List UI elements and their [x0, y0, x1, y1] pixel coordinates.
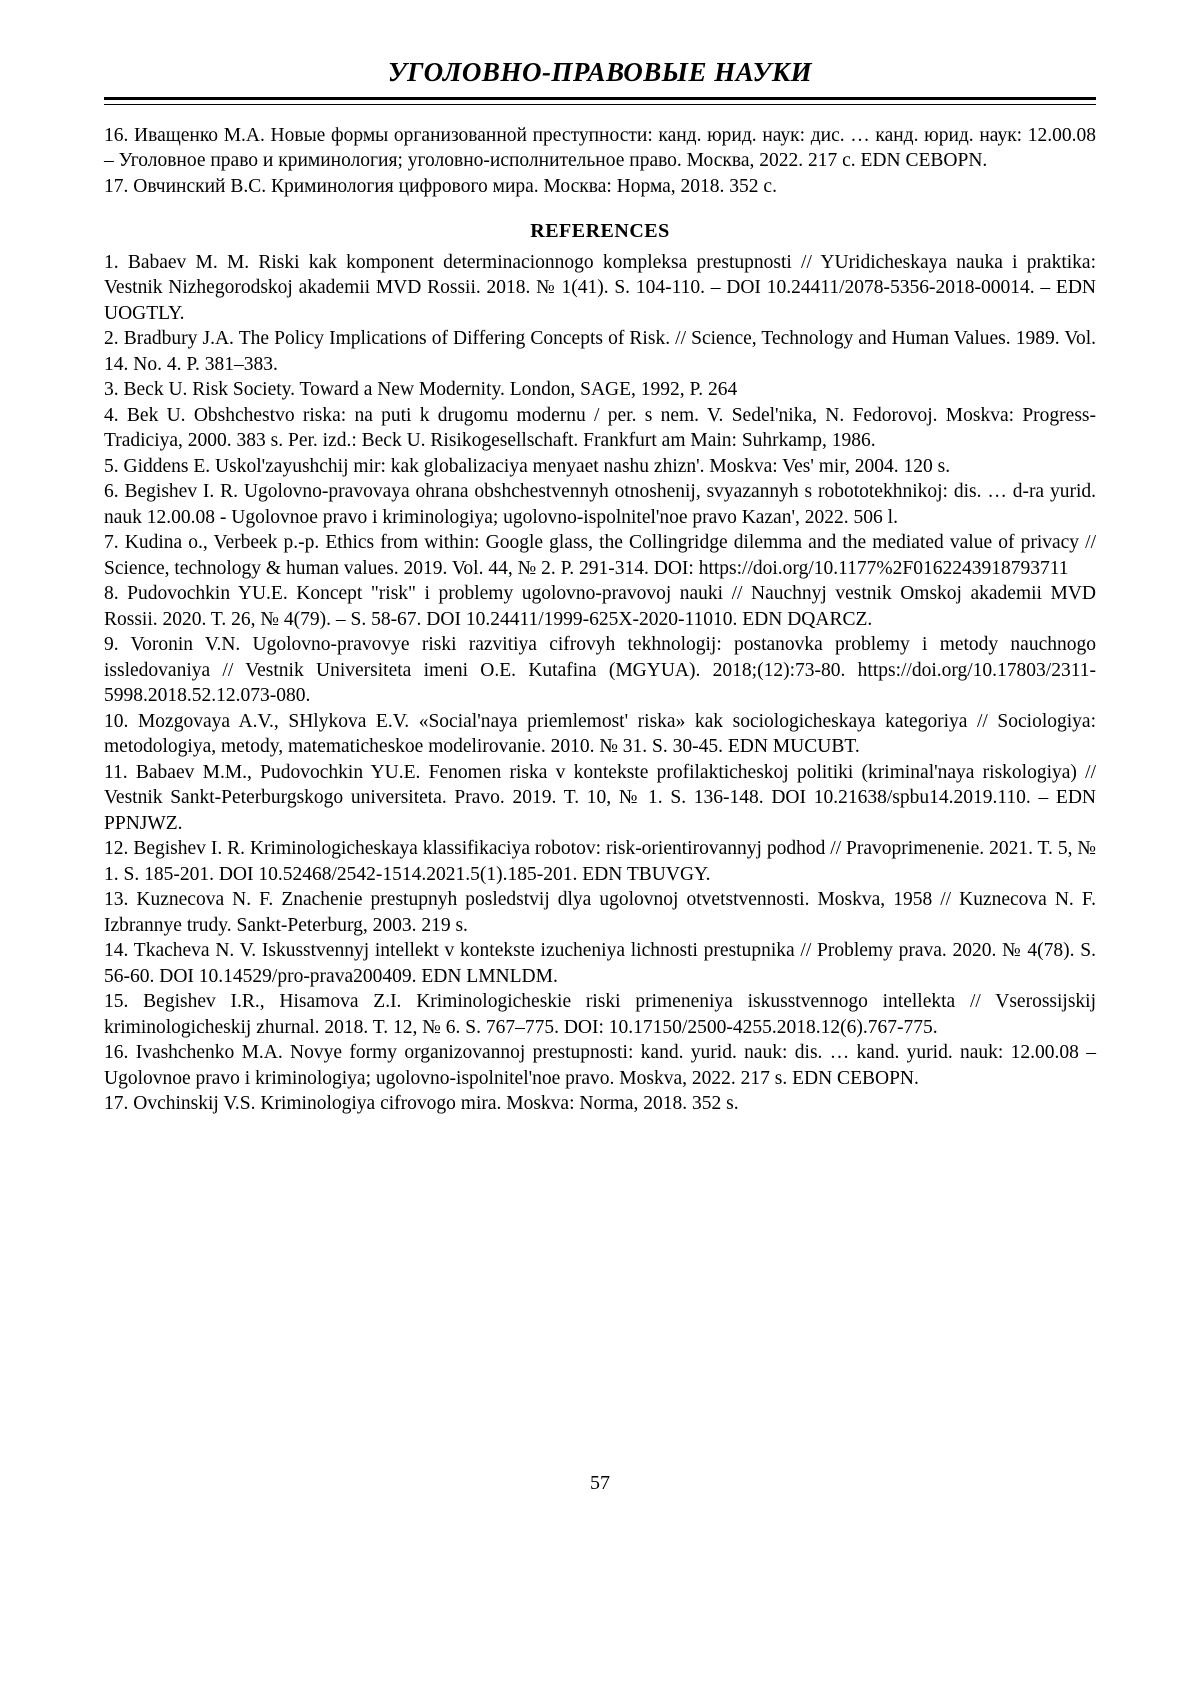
page-number: 57 — [590, 1472, 610, 1494]
reference-item-10: 10. Mozgovaya A.V., SHlykova E.V. «Social'naya priemlemost' riska» kak sociologicheskaya kategoriya // Sociologiya: metodologiya, metody, matematicheskoe modelirovanie. 2010. № 31. S. 30-45. EDN MUCUBT. — [104, 710, 1096, 758]
header-rule — [104, 97, 1096, 105]
references-heading: REFERENCES — [530, 220, 670, 243]
reference-item-1: 1. Babaev M. M. Riski kak komponent determinacionnogo kompleksa prestupnosti // YUridicheskaya nauka i praktika: Vestnik Nizhegorodskoj akademii MVD Rossii. 2018. № 1(41). S. 104-110. – DOI 10.24411/2078-5356-2018-00014. – EDN UOGTLY. — [104, 251, 1096, 324]
page-title: УГОЛОВНО-ПРАВОВЫЕ НАУКИ — [387, 57, 813, 87]
reference-item-4: 4. Bek U. Obshchestvo riska: na puti k drugomu modernu / per. s nem. V. Sedel'nika, N. Fedorovoj. Moskva: Progress-Tradiciya, 2000. 383 s. Per. izd.: Beck U. Risikogesellschaft. Frankfurt am Main: Suhrkamp, 1986. — [104, 404, 1096, 452]
reference-item-17: 17. Ovchinskij V.S. Kriminologiya cifrovogo mira. Moskva: Norma, 2018. 352 s. — [104, 1093, 739, 1115]
reference-item-11: 11. Babaev M.M., Pudovochkin YU.E. Fenomen riska v kontekste profilakticheskoj politiki (kriminal'naya riskologiya) // Vestnik Sankt-Peterburgskogo universiteta. Pravo. 2019. T. 10, № 1. S. 136-148. DOI 10.21638/spbu14.2019.110. – EDN PPNJWZ. — [104, 761, 1096, 834]
reference-item-15: 15. Begishev I.R., Hisamova Z.I. Kriminologicheskie riski primeneniya iskusstvennogo intellekta // Vserossijskij kriminologicheskij zhurnal. 2018. T. 12, № 6. S. 767–775. DOI: 10.17150/2500-4255.2018.12(6).767-775. — [104, 991, 1096, 1038]
reference-item-2: 2. Bradbury J.A. The Policy Implications of Differing Concepts of Risk. // Science, Technology and Human Values. 1989. Vol. 14. No. 4. P. 381–383. — [104, 328, 1096, 375]
reference-item-ru-17: 17. Овчинский В.С. Криминология цифрового мира. Москва: Норма, 2018. 352 с. — [104, 175, 777, 197]
reference-item-8: 8. Pudovochkin YU.E. Koncept "risk" i problemy ugolovno-pravovoj nauki // Nauchnyj vestnik Omskoj akademii MVD Rossii. 2020. T. 26, № 4(79). – S. 58-67. DOI 10.24411/1999-625X-2020-11010. EDN DQARCZ. — [104, 583, 1096, 630]
reference-item-6: 6. Begishev I. R. Ugolovno-pravovaya ohrana obshchestvennyh otnoshenij, svyazannyh s robototekhnikoj: dis. … d-ra yurid. nauk 12.00.08 - Ugolovnoe pravo i kriminologiya; ugolovno-ispolnitel'noe pravo Kazan', 2022. 506 l. — [104, 481, 1096, 528]
reference-item-7: 7. Kudina o., Verbeek p.-p. Ethics from within: Google glass, the Collingridge dilemma and the mediated value of privacy // Science, technology & human values. 2019. Vol. 44, № 2. P. 291-314. DOI: https://doi.org/10.1177%2F0162243918793711 — [104, 532, 1096, 579]
reference-item-9: 9. Voronin V.N. Ugolovno-pravovye riski razvitiya cifrovyh tekhnologij: postanovka problemy i metody nauchnogo issledovaniya // Vestnik Universiteta imeni O.E. Kutafina (MGYUA). 2018;(12):73-80. https://doi.org/10.17803/2311-5998.2018.52.12.073-080. — [104, 634, 1096, 707]
reference-item-14: 14. Tkacheva N. V. Iskusstvennyj intellekt v kontekste izucheniya lichnosti prestupnika // Problemy prava. 2020. № 4(78). S. 56-60. DOI 10.14529/pro-prava200409. EDN LMNLDM. — [104, 940, 1096, 987]
reference-item-5: 5. Giddens E. Uskol'zayushchij mir: kak globalizaciya menyaet nashu zhizn'. Moskva: Ves' mir, 2004. 120 s. — [104, 455, 951, 477]
references-content — [104, 123, 1096, 1117]
reference-item-3: 3. Beck U. Risk Society. Toward a New Modernity. London, SAGE, 1992, P. 264 — [104, 379, 738, 401]
reference-item-16: 16. Ivashchenko M.A. Novye formy organizovannoj prestupnosti: kand. yurid. nauk: dis. … kand. yurid. nauk: 12.00.08 – Ugolovnoe pravo i kriminologiya; ugolovno-ispolnitel'noe pravo. Moskva, 2022. 217 s. EDN CEBOPN. — [104, 1042, 1096, 1089]
page-header — [104, 58, 1096, 105]
reference-item-13: 13. Kuznecova N. F. Znachenie prestupnyh posledstvij dlya ugolovnoj otvetstvennosti. Moskva, 1958 // Kuznecova N. F. Izbrannye trudy. Sankt-Peterburg, 2003. 219 s. — [104, 889, 1096, 936]
reference-item-12: 12. Begishev I. R. Kriminologicheskaya klassifikaciya robotov: risk-orientirovannyj podhod // Pravoprimenenie. 2021. T. 5, № 1. S. 185-201. DOI 10.52468/2542-1514.2021.5(1).185-201. EDN TBUVGY. — [104, 838, 1096, 885]
reference-item-ru-16: 16. Иващенко М.А. Новые формы организованной преступности: канд. юрид. наук: дис. … канд. юрид. наук: 12.00.08 – Уголовное право и криминология; уголовно-исполнительное право. Москва, 2022. 217 с. EDN CEBOPN. — [104, 124, 1096, 172]
